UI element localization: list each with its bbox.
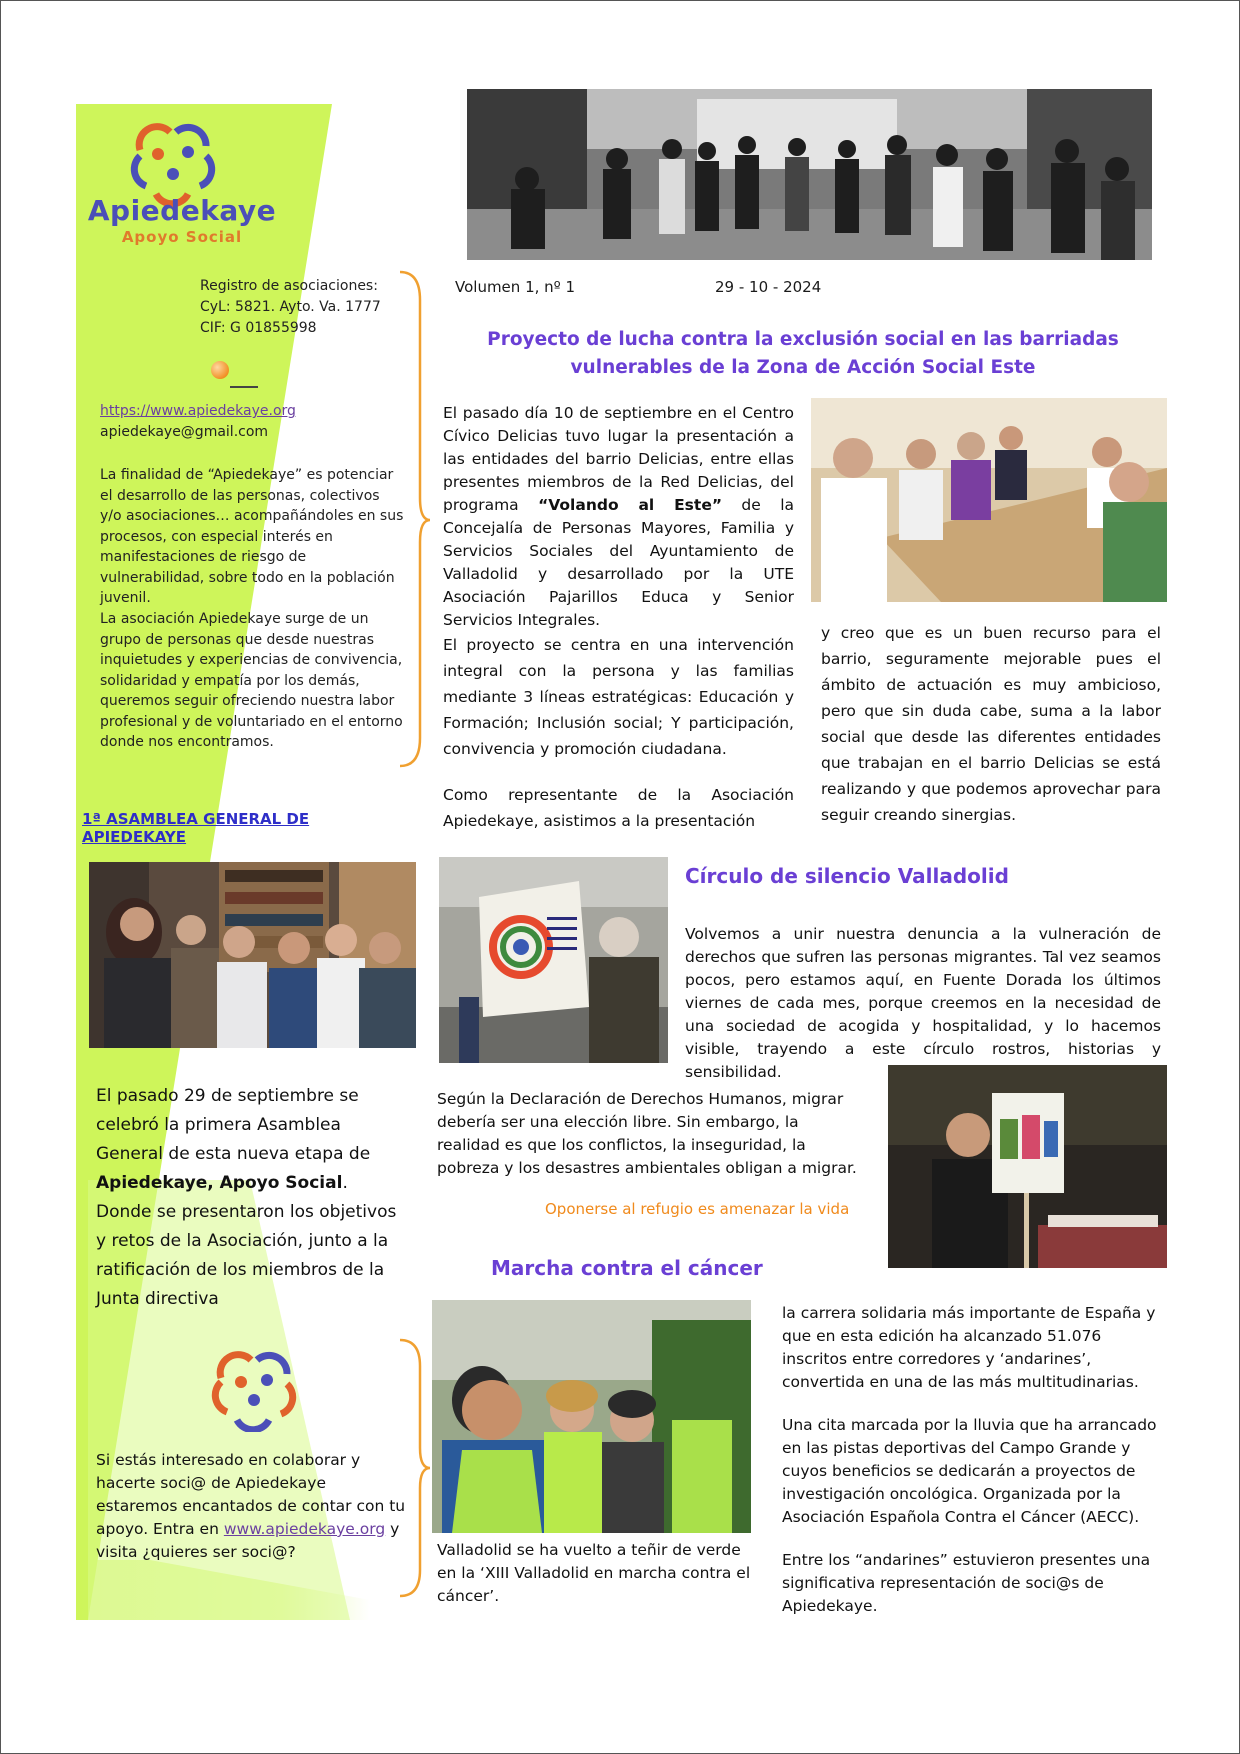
article1-paragraph: Como representante de la Asociación Apiedekaye, asistimos a la presentación [443,786,794,830]
article3-caption: Valladolid se ha vuelto a teñir de verde en la ‘XIII Valladolid en marcha contra el cáncer’. [437,1541,751,1605]
article3-paragraph: Entre los “andarines” estuvieron presentes una significativa representación de soci@s de Apiedekaye. [782,1551,1151,1615]
issue-date: 29 - 10 - 2024 [715,278,822,296]
apiedekaye-flower-logo-icon [196,1340,306,1432]
email-text: apiedekaye@gmail.com [100,424,269,440]
logo-subtitle: Apoyo Social [121,228,243,246]
article3-paragraph: Una cita marcada por la lluvia que ha arrancado en las pistas deportivas del Campo Grande y cuyos beneficios se dedicarán a proyectos de investigación oncológica. Organizada por la Asociación Española Contra el Cáncer (AECC). [782,1416,1157,1526]
cancer-march-photo [432,1300,751,1533]
website-link[interactable]: https://www.apiedekaye.org [100,403,296,419]
logo-name: Apiedekaye [87,194,277,227]
assembly-text-1: El pasado 29 de septiembre se celebró la primera Asamblea General de esta nueva etapa de [96,1086,371,1164]
assembly-text [96,1082,406,1314]
article2-title: Círculo de silencio Valladolid [685,864,1009,888]
contact-block [100,401,360,443]
registry-line: CyL: 5821. Ayto. Va. 1777 [200,299,381,315]
street-crowd-photo [467,89,1152,260]
volume-label: Volumen 1, nº 1 [455,278,576,296]
assembly-text-2: . Donde se presentaron los objetivos y retos de la Asociación, junto a la ratificación de los miembros de la Junta directiva [96,1173,397,1309]
protester-sign-photo [888,1065,1167,1268]
assembly-photo [89,862,416,1048]
join-text [96,1449,412,1564]
banner-protest-photo [439,857,668,1063]
mission-text: La finalidad de “Apiedekaye” es potenciar el desarrollo de las personas, colectivos y/o asociaciones… acompañándoles en sus procesos, con especial interés en manifestaciones de riesgo de vulnerabilidad, sobre todo en la población juvenil. [100,467,404,606]
article1-p1b: de la Concejalía de Personas Mayores, Familia y Servicios Sociales del Ayuntamiento de Valladolid y desarrollado por la UTE Asociación Pajarillos Educa y Senior Servicios Integrales. [443,496,794,629]
registry-line: Registro de asociaciones: [200,278,378,294]
join-text-1: Si estás interesado en colaborar y hacerte soci@ de Apiedekaye estaremos encantados de contar con tu apoyo. Entra en [96,1451,406,1538]
article1-paragraph [443,402,794,632]
meeting-photo [811,398,1167,602]
article1-p1-bold: “Volando al Este” [538,496,723,514]
article3-title: Marcha contra el cáncer [491,1256,763,1280]
orange-brace-divider [396,1338,432,1600]
article1-p1a: El pasado día 10 de septiembre en el Centro Cívico Delicias tuvo lugar la presentación a las entidades del barrio Delicias, entre ellas presentes miembros de la Red Delicias, del programa [443,404,794,514]
article2-quote: Oponerse al refugio es amenazar la vida [545,1200,850,1218]
orange-brace-divider [396,270,432,770]
article1-paragraph: y creo que es un buen recurso para el barrio, seguramente mejorable pues el ámbito de actuación es muy ambicioso, pero que sin duda cabe, suma a la labor social que desde las diferentes entidades que trabajan en el barrio Delicias se está realizando y que podemos aprovechar para seguir creando sinergias. [821,624,1161,824]
join-text-2: y visita ¿quieres ser soci@? [96,1520,400,1561]
article1-title: Proyecto de lucha contra la exclusión social en las barriadas vulnerables de la Zona de Acción Social Este [487,329,1119,378]
assembly-bold: Apiedekaye, Apoyo Social [96,1173,343,1193]
article1-paragraph: El proyecto se centra en una intervención integral con la persona y las familias mediante 3 líneas estratégicas: Educación y Formación; Inclusión social; Y participación, convivencia y promoción ciudadana. [443,636,794,758]
assembly-heading[interactable]: 1ª ASAMBLEA GENERAL DE APIEDEKAYE [82,810,310,846]
article3-paragraph: la carrera solidaria más importante de España y que en esta edición ha alcanzado 51.076 inscritos entre corredores y ‘andarines’, convertida en una de las más multitudinarias. [782,1304,1156,1391]
article2-paragraph: Volvemos a unir nuestra denuncia a la vulneración de derechos que sufren las personas migrantes. Tal vez seamos pocos, pero estamos aquí, en Fuente Dorada los últimos viernes de cada mes, porque creemos en la necesidad de una sociedad de acogida y hospitalidad, y lo hacemos visible, trayendo a este círculo rostros, historias y sensibilidad. [685,925,1161,1081]
orange-sphere-icon [206,358,266,392]
join-website-link[interactable]: www.apiedekaye.org [223,1520,386,1538]
origin-text: La asociación Apiedekaye surge de un grupo de personas que desde nuestras inquietudes y experiencias de convivencia, solidaridad y empatía por los demás, queremos seguir ofreciendo nuestra labor profesional y de voluntariado en el entorno donde nos encontramos. [100,611,403,750]
article2-paragraph: Según la Declaración de Derechos Humanos, migrar debería ser una elección libre. Sin embargo, la realidad es que los conflictos, la inseguridad, la pobreza y los desastres ambientales obligan a migrar. [437,1090,857,1177]
registry-info [200,276,400,339]
registry-line: CIF: G 01855998 [200,320,317,336]
